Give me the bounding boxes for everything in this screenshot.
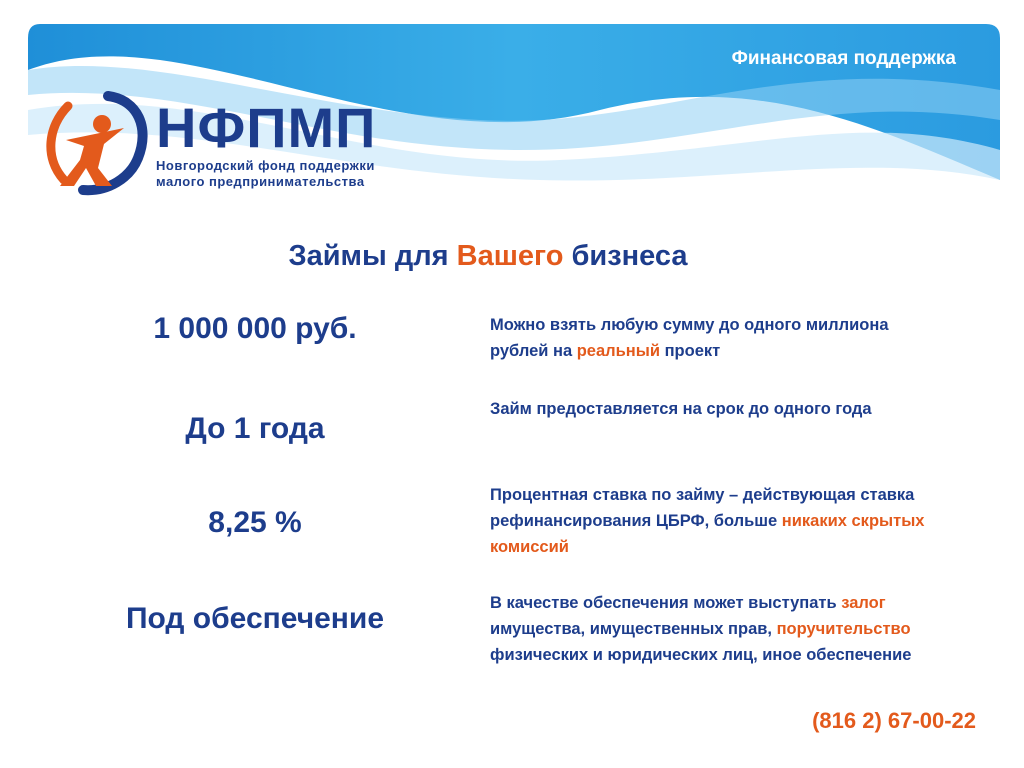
headline-part2: бизнеса <box>563 240 688 272</box>
logo <box>38 88 408 198</box>
left-item-security: Под обеспечение <box>125 602 385 635</box>
paragraph-rate-text: Процентная ставка по займу – действующая ставка рефинансирования ЦБРФ, больше <box>490 486 915 530</box>
logo-line1: Новгородский фонд поддержки <box>156 158 375 173</box>
paragraph-security-text3: физических и юридических лиц, иное обеспечение <box>490 646 912 664</box>
headline-accent: Вашего <box>456 240 564 272</box>
paragraph-security <box>490 590 930 668</box>
logo-line2: малого предпринимательства <box>156 174 365 189</box>
headline <box>0 240 976 273</box>
paragraph-security-accent1: залог <box>841 594 886 612</box>
paragraph-rate <box>490 482 930 560</box>
paragraph-term-text: Займ предоставляется на срок до одного года <box>490 400 872 418</box>
headline-part1: Займы для <box>288 240 457 272</box>
paragraph-security-text2: имущества, имущественных прав, <box>490 620 777 638</box>
paragraph-security-accent2: поручительство <box>776 620 911 638</box>
left-item-amount: 1 000 000 руб. <box>153 312 357 345</box>
paragraph-term <box>490 396 930 422</box>
paragraph-security-text: В качестве обеспечения может выступать <box>490 594 842 612</box>
paragraph-rate-accent: никаких скрытых комиссий <box>490 512 925 556</box>
paragraph-amount <box>490 312 930 364</box>
header-title: Финансовая поддержка <box>731 48 956 69</box>
logo-abbr: НФПМП <box>156 96 377 159</box>
paragraph-amount-accent: реальный <box>576 342 660 360</box>
left-item-rate: 8,25 % <box>208 506 302 539</box>
logo-figure-icon <box>38 88 153 198</box>
left-item-term: До 1 года <box>185 412 325 445</box>
phone-number: (816 2) 67-00-22 <box>812 708 976 733</box>
paragraph-amount-text-end: проект <box>659 342 721 360</box>
paragraph-amount-text: Можно взять любую сумму до одного миллиона рублей на <box>490 316 889 360</box>
